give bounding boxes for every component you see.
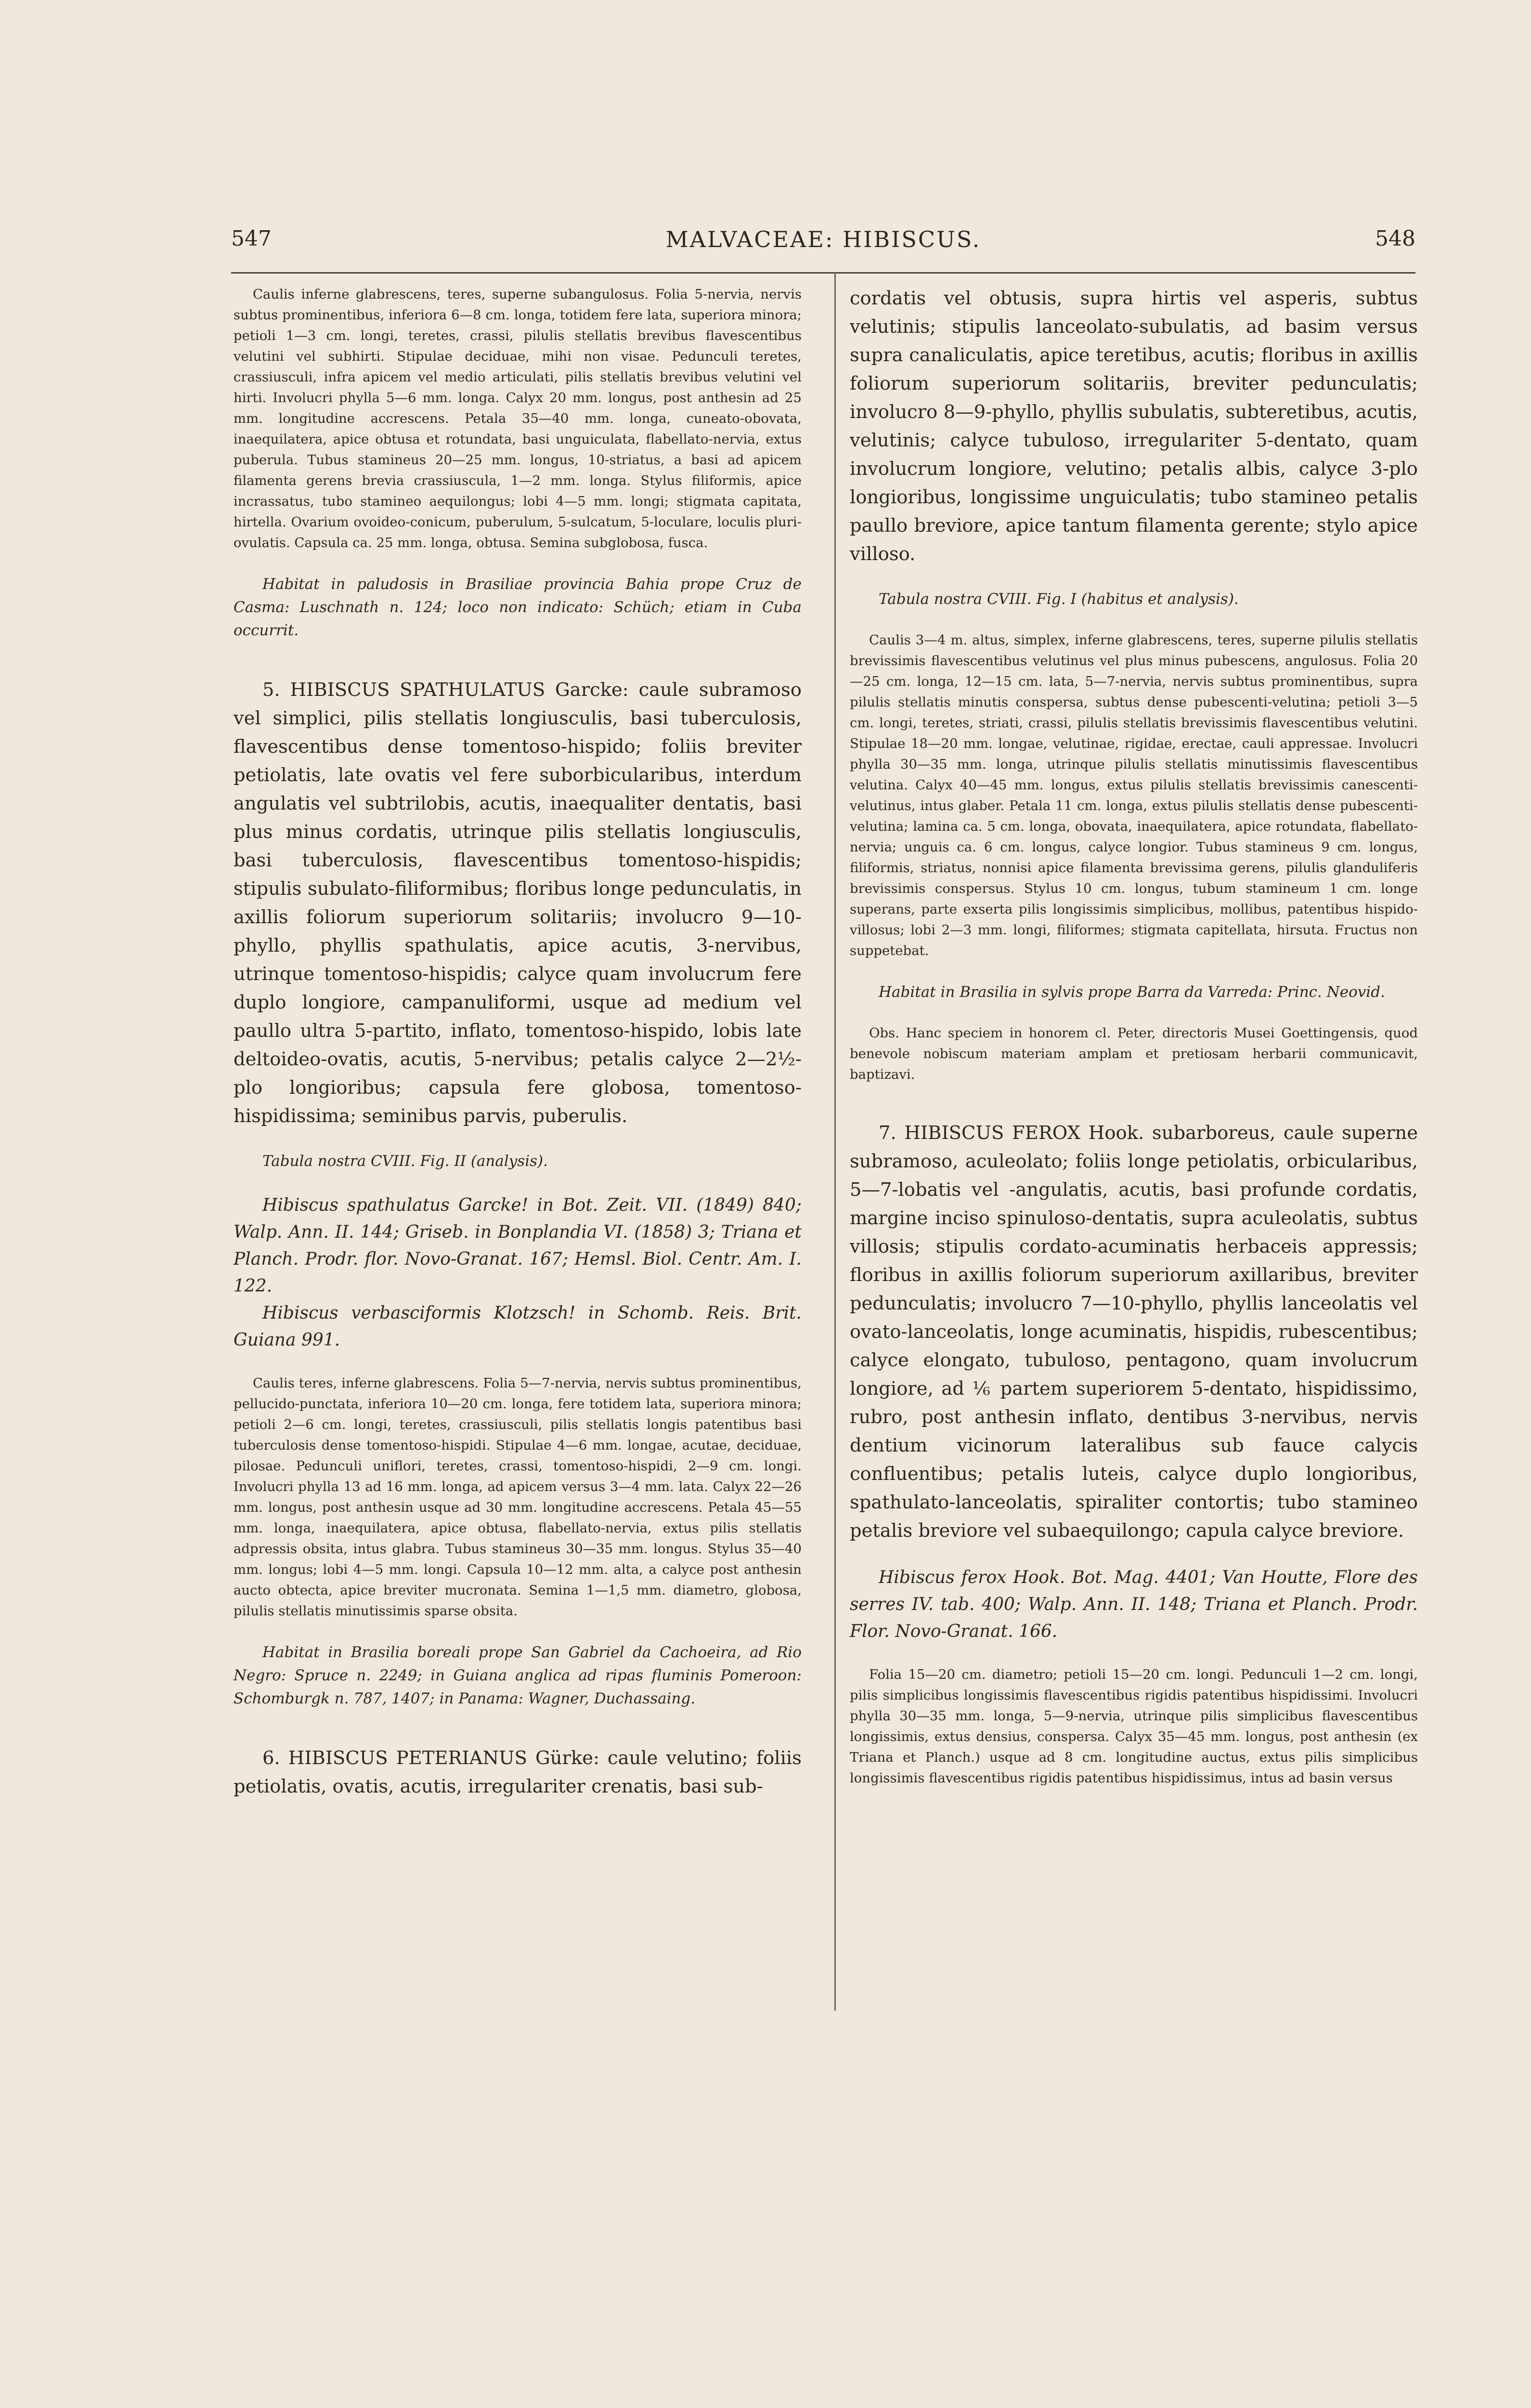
species-diagnosis: 5. HIBISCUS SPATHULATUS Garcke: caule subramoso vel simplici, pilis stellatis longiusculis, basi tuberculosis, flavescentibus dense tomentoso-hispido; foliis breviter petiolatis, late ovatis vel fere suborbicularibus, interdum angulatis vel subtrilobis, acutis, inaequaliter dentatis, basi plus minus cordatis, utrinque pilis stellatis longiusculis, basi tuberculosis, flavescentibus tomentoso-hispidis; stipulis subulato-filiformibus; floribus longe pedunculatis, in axillis foliorum superiorum solitariis; involucro 9—10-phyllo, phyllis spathulatis, apice acutis, 3-nervibus, utrinque tomentoso-hispidis; calyce quam involucrum fere duplo longiore, campanuliformi, usque ad medium vel paullo ultra 5-partito, inflato, tomentoso-hispido, lobis late deltoideo-ovatis, acutis, 5-nervibus; petalis calyce 2—2½-plo longioribus; capsula fere globosa, tomentoso-hispidissima; seminibus parvis, puberulis. <box>234 679 802 1127</box>
plate-reference: Tabula nostra CVIII. Fig. II (analysis). <box>262 1152 548 1170</box>
species-diagnosis: 6. HIBISCUS PETERIANUS Gürke: caule velutino; foliis petiolatis, ovatis, acutis, irregulariter crenatis, basi sub- <box>234 1747 802 1797</box>
synonymy-paragraph: Hibiscus ferox Hook. Bot. Mag. 4401; Van Houtte, Flore des serres IV. tab. 400; Walp. Ann. II. 148; Triana et Planch. Prodr. Flor. Novo-Granat. 166. <box>850 1568 1418 1641</box>
page-number-right: 548 <box>1375 226 1415 251</box>
synonymy-paragraph: Hibiscus verbasciformis Klotzsch! in Schomb. Reis. Brit. Guiana 991. <box>234 1303 802 1350</box>
description-paragraph: Caulis 3—4 m. altus, simplex, inferne glabrescens, teres, superne pilulis stellatis brevissimis flavescentibus velutinus vel plus minus pubescens, angulosus. Folia 20—25 cm. longa, 12—15 cm. lata, 5—7-nervia, nervis subtus prominentibus, supra pilulis stellatis minutis conspersa, subtus dense pubescenti-velutina; petioli 3—5 cm. longi, teretes, striati, crassi, pilulis stellatis brevissimis flavescentibus velutini. Stipulae 18—20 mm. longae, velutinae, rigidae, erectae, cauli appressae. Involucri phylla 30—35 mm. longa, utrinque pilulis stellatis minutissimis flavescentibus velutina. Calyx 40—45 mm. longus, extus pilulis stellatis brevissimis canescenti-velutinus, intus glaber. Petala 11 cm. longa, extus pilulis stellatis dense pubescenti-velutina; lamina ca. 5 cm. longa, obovata, inaequilatera, apice rotundata, flabellato-nervia; unguis ca. 6 cm. longus, calyce longior. Tubus stamineus 9 cm. longus, filiformis, striatus, nonnisi apice filamenta brevissima gerens, pilulis glanduliferis brevissimis conspersus. Stylus 10 cm. longus, tubum stamineum 1 cm. longe superans, parte exserta pilis longissimis simplicibus, mollibus, patentibus hispido-villosus; lobi 2—3 mm. longi, filiformes; stigmata capitellata, hirsuta. Fructus non suppetebat. <box>850 632 1418 958</box>
observation-paragraph: Obs. Hanc speciem in honorem cl. Peter, directoris Musei Goettingensis, quod benevole nobiscum materiam amplam et pretiosam herbarii communicavit, baptizavi. <box>850 1025 1418 1082</box>
habitat-paragraph: Habitat in Brasilia in sylvis prope Barra da Varreda: Princ. Neovid. <box>879 983 1385 1001</box>
habitat-paragraph: Habitat in paludosis in Brasiliae provincia Bahia prope Cruz de Casma: Luschnath n. 124; loco non indicato: Schüch; etiam in Cuba occurrit. <box>234 576 802 639</box>
left-column <box>234 284 802 1801</box>
plate-reference: Tabula nostra CVIII. Fig. I (habitus et analysis). <box>879 590 1239 608</box>
species-diagnosis: 7. HIBISCUS FEROX Hook. subarboreus, caule superne subramoso, aculeolato; foliis longe petiolatis, orbicularibus, 5—7-lobatis vel -angulatis, acutis, basi profunde cordatis, margine inciso spinuloso-dentatis, supra aculeolatis, subtus villosis; stipulis cordato-acuminatis herbaceis appressis; floribus in axillis foliorum superiorum axillaribus, breviter pedunculatis; involucro 7—10-phyllo, phyllis lanceolatis vel ovato-lanceolatis, longe acuminatis, hispidis, rubescentibus; calyce elongato, tubuloso, pentagono, quam involucrum longiore, ad ⅙ partem superiorem 5-dentato, hispidissimo, rubro, post anthesin inflato, dentibus 3-nervibus, nervis dentium vicinorum lateralibus sub fauce calycis confluentibus; petalis luteis, calyce duplo longioribus, spathulato-lanceolatis, spiraliter contortis; tubo stamineo petalis breviore vel subaequilongo; capula calyce breviore. <box>850 1122 1418 1542</box>
description-paragraph: Folia 15—20 cm. diametro; petioli 15—20 cm. longi. Pedunculi 1—2 cm. longi, pilis simplicibus longissimis flavescentibus rigidis patentibus hispidissimi. Involucri phylla 30—35 mm. longa, 5—9-nervia, utrinque pilis simplicibus flavescentibus longissimis, extus densius, conspersa. Calyx 35—45 mm. longus, post anthesin (ex Triana et Planch.) usque ad 8 cm. longitudine auctus, extus pilis simplicibus longissimis flavescentibus rigidis patentibus hispidissimus, intus ad basin versus <box>850 1667 1418 1786</box>
right-column <box>850 284 1418 1789</box>
column-divider <box>834 272 836 2011</box>
description-paragraph: Caulis teres, inferne glabrescens. Folia 5—7-nervia, nervis subtus prominentibus, pellucido-punctata, inferiora 10—20 cm. longa, fere totidem lata, superiora minora; petioli 2—6 cm. longi, teretes, crassiusculi, pilis stellatis longis patentibus basi tuberculosis dense tomentoso-hispidi. Stipulae 4—6 mm. longae, acutae, deciduae, pilosae. Pedunculi uniflori, teretes, crassi, tomentoso-hispidi, 2—9 cm. longi. Involucri phylla 13 ad 16 mm. longa, ad apicem versus 3—4 mm. lata. Calyx 22—26 mm. longus, post anthesin usque ad 30 mm. longitudine accrescens. Petala 45—55 mm. longa, inaequilatera, apice obtusa, flabellato-nervia, extus pilis stellatis adpressis obsita, intus glabra. Tubus stamineus 30—35 mm. longus. Stylus 35—40 mm. longus; lobi 4—5 mm. longi. Capsula 10—12 mm. alta, a calyce post anthesin aucto obtecta, apice breviter mucronata. Semina 1—1,5 mm. diametro, globosa, pilulis stellatis minutissimis sparse obsita. <box>234 1375 802 1619</box>
synonymy-paragraph: Hibiscus spathulatus Garcke! in Bot. Zeit. VII. (1849) 840; Walp. Ann. II. 144; Griseb. in Bonplandia VI. (1858) 3; Triana et Planch. Prodr. flor. Novo-Granat. 167; Hemsl. Biol. Centr. Am. I. 122. <box>234 1195 802 1296</box>
page-header <box>231 226 1415 260</box>
habitat-paragraph: Habitat in Brasilia boreali prope San Gabriel da Cachoeira, ad Rio Negro: Spruce n. 2249; in Guiana anglica ad ripas fluminis Pomeroon: Schomburgk n. 787, 1407; in Panama: Wagner, Duchassaing. <box>234 1644 802 1707</box>
description-paragraph: Caulis inferne glabrescens, teres, superne subangulosus. Folia 5-nervia, nervis subtus prominentibus, inferiora 6—8 cm. longa, totidem fere lata, superiora minora; petioli 1—3 cm. longi, teretes, crassi, pilulis stellatis brevibus flavescentibus velutini vel subhirti. Stipulae deciduae, mihi non visae. Pedunculi teretes, crassiusculi, infra apicem vel medio articulati, pilis stellatis brevibus velutini vel hirti. Involucri phylla 5—6 mm. longa. Calyx 20 mm. longus, post anthesin ad 25 mm. longitudine accrescens. Petala 35—40 mm. longa, cuneato-obovata, inaequilatera, apice obtusa et rotundata, basi unguiculata, flabellato-nervia, extus puberula. Tubus stamineus 20—25 mm. longus, 10-striatus, a basi ad apicem filamenta gerens brevia crassiuscula, 1—2 mm. longa. Stylus filiformis, apice incrassatus, tubo stamineo aequilongus; lobi 4—5 mm. longi; stigmata capitata, hirtella. Ovarium ovoideo-conicum, puberulum, 5-sulcatum, 5-loculare, loculis pluri-ovulatis. Capsula ca. 25 mm. longa, obtusa. Semina subglobosa, fusca. <box>234 287 802 550</box>
species-diagnosis: cordatis vel obtusis, supra hirtis vel asperis, subtus velutinis; stipulis lanceolato-subulatis, ad basim versus supra canaliculatis, apice teretibus, acutis; floribus in axillis foliorum superiorum solitariis, breviter pedunculatis; involucro 8—9-phyllo, phyllis subulatis, subteretibus, acutis, velutinis; calyce tubuloso, irregulariter 5-dentato, quam involucrum longiore, velutino; petalis albis, calyce 3-plo longioribus, longissime unguiculatis; tubo stamineo petalis paullo breviore, apice tantum filamenta gerente; stylo apice villoso. <box>850 288 1418 565</box>
header-rule <box>231 272 1415 274</box>
running-title: MALVACEAE: HIBISCUS. <box>665 226 981 252</box>
page-number-left: 547 <box>231 226 272 251</box>
